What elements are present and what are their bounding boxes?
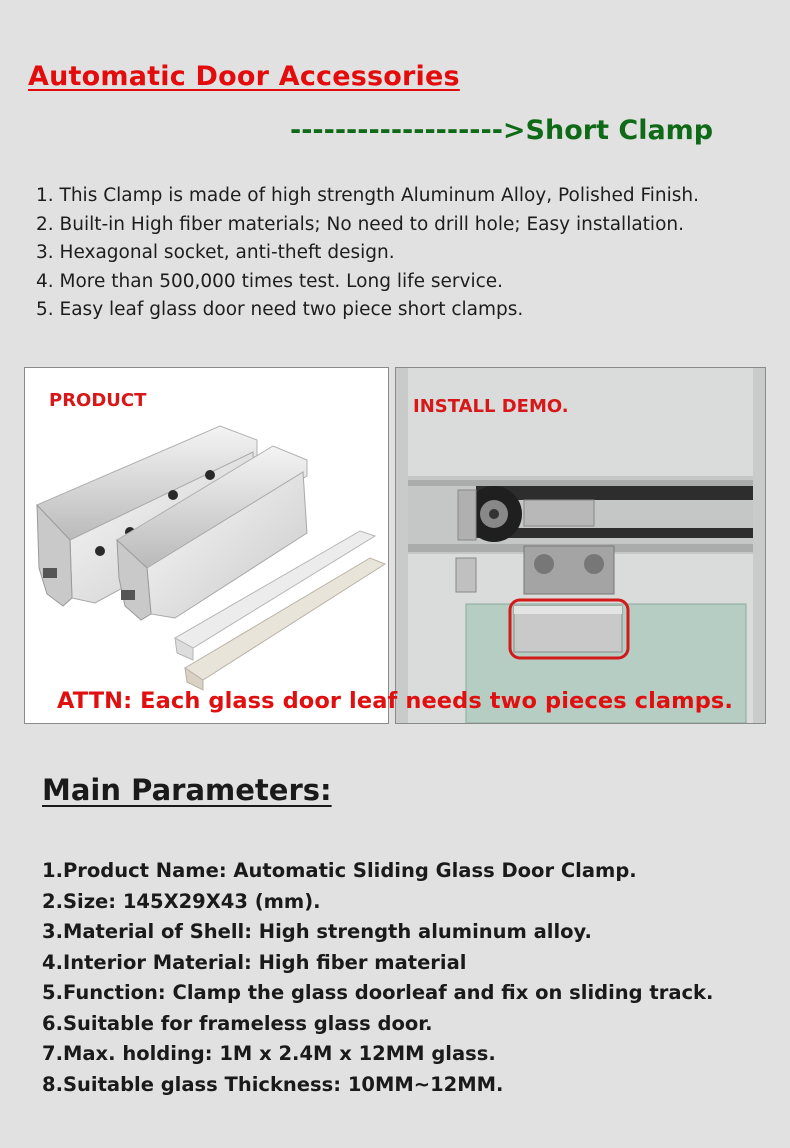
- parameter-item: 8.Suitable glass Thickness: 10MM~12MM.: [42, 1072, 504, 1096]
- parameter-item: 3.Material of Shell: High strength aluminum alloy.: [42, 920, 592, 943]
- feature-item: 3. Hexagonal socket, anti-theft design.: [36, 242, 395, 263]
- parameter-item: 7.Max. holding: 1M x 2.4M x 12MM glass.: [42, 1042, 496, 1065]
- product-illustration: [25, 368, 388, 723]
- attention-note: ATTN: Each glass door leaf needs two pieces clamps.: [57, 688, 734, 714]
- install-demo-label: INSTALL DEMO.: [413, 396, 569, 417]
- parameter-item: 5.Function: Clamp the glass doorleaf and fix on sliding track.: [42, 981, 714, 1004]
- product-label: PRODUCT: [49, 390, 147, 411]
- parameter-list: [42, 856, 713, 1100]
- feature-item: 2. Built-in High fiber materials; No need to drill hole; Easy installation.: [36, 213, 684, 235]
- parameter-item: 6.Suitable for frameless glass door.: [42, 1011, 433, 1035]
- photo-section: [24, 367, 766, 724]
- feature-item: 5. Easy leaf glass door need two piece short clamps.: [36, 299, 524, 320]
- parameter-item: 1.Product Name: Automatic Sliding Glass Door Clamp.: [42, 859, 637, 882]
- page-title: Automatic Door Accessories: [28, 61, 460, 92]
- feature-list: [36, 182, 699, 325]
- product-subtitle: ------------------->Short Clamp: [290, 115, 714, 146]
- feature-item: 4. More than 500,000 times test. Long life service.: [36, 270, 504, 292]
- feature-item: 1. This Clamp is made of high strength Aluminum Alloy, Polished Finish.: [36, 185, 700, 206]
- parameter-item: 4.Interior Material: High fiber material: [42, 950, 467, 974]
- install-demo-photo: [395, 367, 766, 724]
- install-illustration: [396, 368, 765, 723]
- parameter-item: 2.Size: 145X29X43 (mm).: [42, 889, 321, 913]
- parameters-heading: Main Parameters:: [42, 773, 332, 807]
- product-photo: [24, 367, 389, 724]
